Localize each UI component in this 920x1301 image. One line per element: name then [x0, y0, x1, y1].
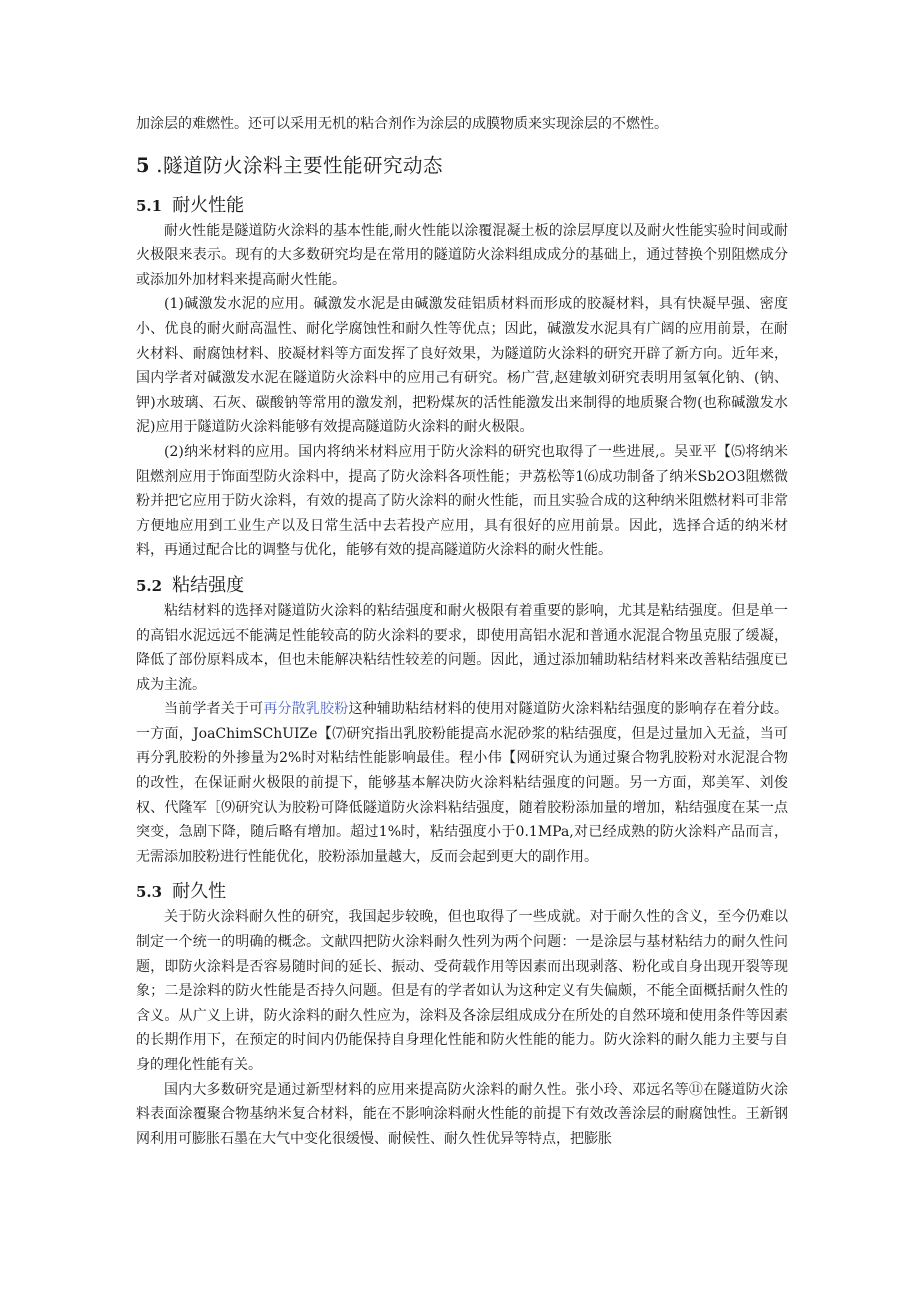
subsection-title: 耐火性能	[172, 194, 245, 216]
subsection-number: 5.3	[136, 883, 163, 902]
paragraph: 耐火性能是隧道防火涂料的基本性能,耐火性能以涂覆混凝土板的涂层厚度以及耐火性能实验时间或耐火极限来表示。现有的大多数研究均是在常用的隧道防火涂料组成成分的基础上，通过替换个别阻燃成分或添加外加材料来提高耐火性能。	[136, 222, 788, 288]
intro-paragraph: 加涂层的难燃性。还可以采用无机的粘合剂作为涂层的成膜物质来实现涂层的不燃性。	[136, 116, 668, 132]
paragraph-text: 这种辅助粘结材料的使用对隧道防火涂料粘结强度的影响存在着分歧。一方面，JoaChimSChUIZe【⑺研究指出乳胶粉能提高水泥砂浆的粘结强度，但是过量加入无益，当可再分乳胶粉的外掺量为2%时对粘结性能影响最佳。程小伟【网研究认为通过聚合物乳胶粉对水泥混合物的改性，在保证耐火极限的前提下，能够基本解决防火涂料粘结强度的问题。另一方面，郑美军、刘俊权、代隆军［⑼研究认为胶粉可降低隧道防火涂料粘结强度，随着胶粉添加量的增加，粘结强度在某一点突变，急剧下降，随后略有增加。超过1%时，粘结强度小于0.1MPa,对已经成熟的防火涂料产品而言，无需添加胶粉进行性能优化，胶粉添加量越大，反而会起到更大的副作用。	[136, 701, 789, 865]
subsection-number: 5.1	[136, 196, 163, 215]
paragraph: 粘结材料的选择对隧道防火涂料的粘结强度和耐火极限有着重要的影响，尤其是粘结强度。但是单一的高铝水泥远远不能满足性能较高的防火涂料的要求，即使用高铝水泥和普通水泥混合物虽克服了缓凝，降低了部份原料成本，但也未能解决粘结性较差的问题。因此，通过添加辅助粘结材料来改善粘结强度已成为主流。	[136, 602, 788, 693]
subsection-title: 耐久性	[172, 881, 227, 903]
paragraph: (1)碱激发水泥的应用。碱激发水泥是由碱激发硅铝质材料而形成的胶凝材料，具有快凝早强、密度小、优良的耐火耐高温性、耐化学腐蚀性和耐久性等优点；因此，碱激发水泥具有广阔的应用前景，在耐火材料、耐腐蚀材料、胶凝材料等方面发挥了良好效果，为隧道防火涂料的研究开辟了新方向。近年来，国内学者对碱激发水泥在隧道防火涂料中的应用己有研究。杨广营,赵建敏刘研究表明用氢氧化钠、(钠、钾)水玻璃、石灰、碳酸钠等常用的激发剂，把粉煤灰的活性能激发出来制得的地质聚合物(也称碱激发水泥)应用于隧道防火涂料能够有效提高隧道防火涂料的耐火极限。	[136, 296, 788, 436]
subsection-heading-5-1	[136, 193, 788, 219]
paragraph-text: 当前学者关于可	[164, 701, 264, 718]
subsection-heading-5-3	[136, 879, 788, 905]
paragraph	[136, 697, 788, 869]
section-heading	[136, 153, 788, 179]
subsection-title: 粘结强度	[172, 574, 245, 596]
paragraph: 国内大多数研究是通过新型材料的应用来提高防火涂料的耐久性。张小玲、邓远名等⑪在隧道防火涂料表面涂覆聚合物基纳米复合材料，能在不影响涂料耐火性能的前提下有效改善涂层的耐腐蚀性。王新钢网利用可膨胀石墨在大气中变化很缓慢、耐候性、耐久性优异等特点，把膨胀	[136, 1081, 788, 1147]
section-title: .隧道防火涂料主要性能研究动态	[156, 153, 443, 177]
redispersible-powder-link[interactable]: 再分散乳胶粉	[263, 701, 349, 718]
paragraph: 关于防火涂料耐久性的研究，我国起步较晚，但也取得了一些成就。对于耐久性的含义，至今仍难以制定一个统一的明确的概念。文献四把防火涂料耐久性列为两个问题：一是涂层与基材粘结力的耐久性问题，即防火涂料是否容易随时间的延长、振动、受荷载作用等因素而出现剥落、粉化或自身出现开裂等现象；二是涂料的防火性能是否持久问题。但是有的学者如认为这种定义有失偏颇，不能全面概括耐久性的含义。从广义上讲，防火涂料的耐久性应为，涂料及各涂层组成成分在所处的自然环境和使用条件等因素的长期作用下，在预定的时间内仍能保持自身理化性能和防火性能的能力。防火涂料的耐久能力主要与自身的理化性能有关。	[136, 909, 788, 1073]
subsection-heading-5-2	[136, 573, 788, 599]
subsection-number: 5.2	[136, 576, 163, 595]
document-body	[136, 112, 788, 1151]
paragraph: (2)纳米材料的应用。国内将纳米材料应用于防火涂料的研究也取得了一些进展,。吴亚平【⑸将纳米阻燃剂应用于饰面型防火涂料中，提高了防火涂料各项性能；尹荔松等1⑹成功制备了纳米Sb2O3阻燃微粉并把它应用于防火涂料，有效的提高了防火涂料的耐火性能，而且实验合成的这种纳米阻燃材料可非常方便地应用到工业生产以及日常生活中去若投产应用，具有很好的应用前景。因此，选择合适的纳米材料，再通过配合比的调整与优化，能够有效的提高隧道防火涂料的耐火性能。	[136, 443, 788, 559]
section-number: 5	[136, 153, 150, 177]
